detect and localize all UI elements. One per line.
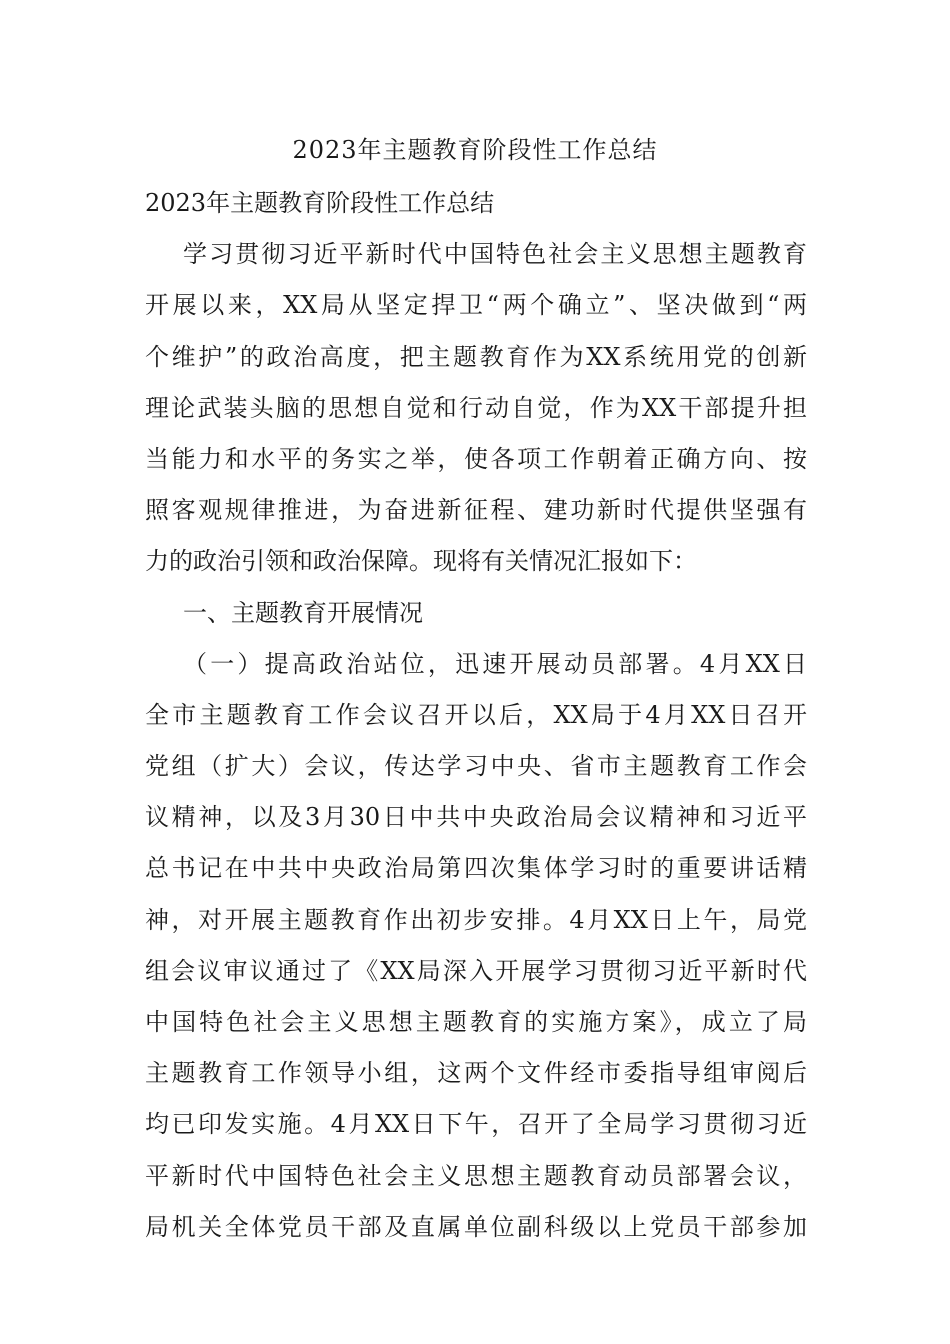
paragraph-line: 力的政治引领和政治保障。现将有关情况汇报如下： <box>145 547 697 576</box>
section-heading: 一、主题教育开展情况 <box>183 598 423 627</box>
document-body <box>145 178 807 1253</box>
paragraph-line: 神，对开展主题教育作出初步安排。4月XX日上午，局党 <box>145 905 807 934</box>
paragraph-line: 个维护”的政治高度，把主题教育作为XX系统用党的创新 <box>145 342 807 371</box>
paragraph-line: （一）提高政治站位，迅速开展动员部署。4月XX日 <box>183 649 807 678</box>
document-subtitle: 2023年主题教育阶段性工作总结 <box>145 189 495 217</box>
paragraph-line: 平新时代中国特色社会主义思想主题教育动员部署会议， <box>145 1161 807 1190</box>
paragraph-line: 组会议审议通过了《XX局深入开展学习贯彻习近平新时代 <box>145 956 807 985</box>
document-title: 2023年主题教育阶段性工作总结 <box>292 136 658 164</box>
paragraph-line: 党组（扩大）会议，传达学习中央、省市主题教育工作会 <box>145 752 807 781</box>
paragraph-line: 照客观规律推进，为奋进新征程、建功新时代提供坚强有 <box>145 496 807 525</box>
paragraph-line: 主题教育工作领导小组，这两个文件经市委指导组审阅后 <box>145 1059 807 1088</box>
paragraph-line: 学习贯彻习近平新时代中国特色社会主义思想主题教育 <box>183 240 807 269</box>
paragraph-line: 议精神，以及3月30日中共中央政治局会议精神和习近平 <box>145 803 807 832</box>
paragraph-line: 理论武装头脑的思想自觉和行动自觉，作为XX干部提升担 <box>145 393 807 422</box>
paragraph-line: 均已印发实施。4月XX日下午，召开了全局学习贯彻习近 <box>145 1110 807 1139</box>
paragraph-line: 开展以来，XX局从坚定捍卫“两个确立”、坚决做到“两 <box>145 291 807 320</box>
paragraph-line: 总书记在中共中央政治局第四次集体学习时的重要讲话精 <box>145 854 807 883</box>
paragraph-line: 局机关全体党员干部及直属单位副科级以上党员干部参加 <box>145 1212 807 1241</box>
paragraph-line: 当能力和水平的务实之举，使各项工作朝着正确方向、按 <box>145 444 807 473</box>
paragraph-line: 中国特色社会主义思想主题教育的实施方案》，成立了局 <box>145 1008 807 1036</box>
paragraph-line: 全市主题教育工作会议召开以后，XX局于4月XX日召开 <box>145 700 807 729</box>
